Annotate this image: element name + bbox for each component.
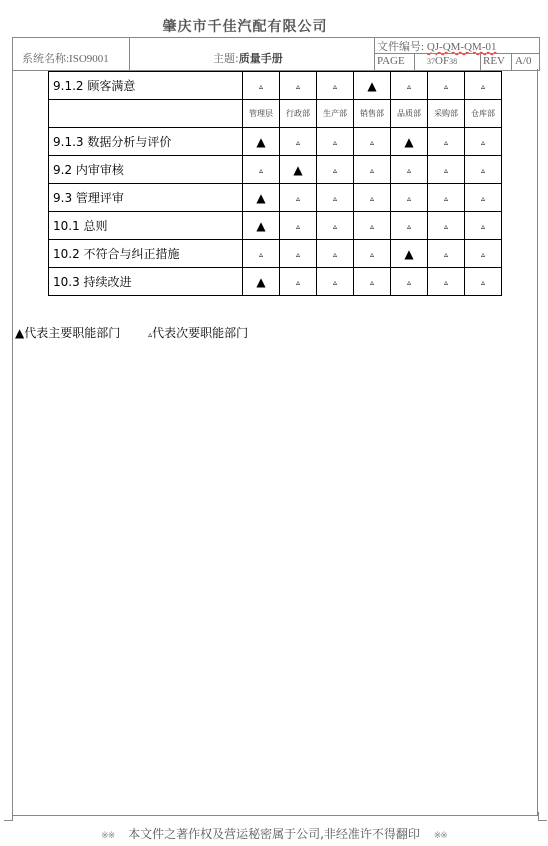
secondary-responsibility-cell	[354, 268, 391, 296]
secondary-responsibility-cell	[428, 156, 465, 184]
primary-responsibility-cell	[354, 72, 391, 100]
secondary-responsibility-cell	[317, 268, 354, 296]
secondary-triangle-icon: ▵	[332, 82, 337, 91]
secondary-triangle-icon: ▵	[480, 138, 485, 147]
page-number	[427, 55, 457, 67]
clause-cell: 9.1.2 顾客满意	[49, 72, 243, 100]
primary-triangle-icon: ▲	[293, 162, 303, 177]
secondary-responsibility-cell	[428, 72, 465, 100]
document-header	[12, 37, 540, 71]
secondary-responsibility-cell	[280, 268, 317, 296]
secondary-responsibility-cell	[465, 156, 502, 184]
secondary-responsibility-cell	[465, 184, 502, 212]
secondary-responsibility-cell	[317, 128, 354, 156]
secondary-triangle-icon: ▵	[480, 222, 485, 231]
secondary-responsibility-cell	[317, 72, 354, 100]
page-frame-left	[12, 69, 13, 816]
secondary-triangle-icon: ▵	[443, 250, 448, 259]
department-header	[354, 100, 391, 128]
secondary-triangle-icon: ▵	[480, 82, 485, 91]
primary-responsibility-cell	[391, 128, 428, 156]
company-name: 肇庆市千佳汽配有限公司	[162, 19, 328, 35]
secondary-triangle-icon: ▵	[480, 166, 485, 175]
department-label: 销售部	[360, 109, 384, 118]
rev-label: REV	[483, 55, 505, 67]
table-row	[49, 72, 502, 100]
responsibility-matrix	[48, 71, 502, 296]
department-header-row	[49, 100, 502, 128]
legend-sub-symbol: ▵	[148, 330, 153, 339]
secondary-responsibility-cell	[280, 212, 317, 240]
secondary-triangle-icon: ▵	[369, 194, 374, 203]
clause-cell: 9.2 内审审核	[49, 156, 243, 184]
department-label: 品质部	[397, 109, 421, 118]
department-header	[317, 100, 354, 128]
secondary-triangle-icon: ▵	[480, 250, 485, 259]
department-header	[280, 100, 317, 128]
file-number	[377, 38, 496, 54]
secondary-triangle-icon: ▵	[406, 82, 411, 91]
secondary-responsibility-cell	[354, 128, 391, 156]
page-current: 37	[427, 57, 435, 66]
subject-value: 质量手册	[238, 52, 283, 65]
secondary-responsibility-cell	[465, 128, 502, 156]
page-of: OF	[435, 55, 450, 67]
secondary-responsibility-cell	[391, 212, 428, 240]
secondary-responsibility-cell	[243, 156, 280, 184]
secondary-responsibility-cell	[428, 240, 465, 268]
secondary-responsibility-cell	[354, 156, 391, 184]
department-label: 生产部	[323, 109, 347, 118]
legend-main-text: 代表主要职能部门	[24, 326, 121, 340]
department-header	[243, 100, 280, 128]
primary-responsibility-cell	[391, 240, 428, 268]
table-row	[49, 268, 502, 296]
header-divider	[374, 53, 539, 54]
footer-text: 本文件之著作权及营运秘密属于公司,非经准许不得翻印	[128, 827, 420, 841]
legend	[15, 324, 248, 341]
secondary-triangle-icon: ▵	[332, 166, 337, 175]
clause-cell	[49, 100, 243, 128]
table-row	[49, 240, 502, 268]
system-name: 系统名称:ISO9001	[22, 53, 109, 65]
legend-sub	[148, 324, 248, 341]
table-row	[49, 212, 502, 240]
secondary-responsibility-cell	[280, 128, 317, 156]
secondary-triangle-icon: ▵	[369, 166, 374, 175]
secondary-triangle-icon: ▵	[295, 278, 300, 287]
primary-responsibility-cell	[243, 212, 280, 240]
secondary-responsibility-cell	[280, 240, 317, 268]
secondary-responsibility-cell	[317, 240, 354, 268]
primary-triangle-icon: ▲	[367, 78, 377, 93]
secondary-responsibility-cell	[354, 212, 391, 240]
secondary-triangle-icon: ▵	[332, 222, 337, 231]
secondary-triangle-icon: ▵	[332, 278, 337, 287]
department-header	[428, 100, 465, 128]
primary-responsibility-cell	[243, 184, 280, 212]
clause-cell: 10.3 持续改进	[49, 268, 243, 296]
secondary-triangle-icon: ▵	[295, 222, 300, 231]
secondary-responsibility-cell	[391, 156, 428, 184]
secondary-triangle-icon: ▵	[369, 222, 374, 231]
header-divider	[414, 53, 415, 70]
file-number-label: 文件编号:	[377, 41, 425, 53]
secondary-responsibility-cell	[465, 240, 502, 268]
secondary-triangle-icon: ▵	[295, 250, 300, 259]
legend-main-symbol: ▲	[15, 326, 25, 340]
clause-cell: 9.1.3 数据分析与评价	[49, 128, 243, 156]
department-header	[391, 100, 428, 128]
clause-cell: 10.2 不符合与纠正措施	[49, 240, 243, 268]
secondary-triangle-icon: ▵	[295, 82, 300, 91]
secondary-triangle-icon: ▵	[295, 194, 300, 203]
department-label: 采购部	[434, 109, 458, 118]
department-label: 行政部	[286, 109, 310, 118]
secondary-triangle-icon: ▵	[443, 82, 448, 91]
secondary-responsibility-cell	[465, 72, 502, 100]
department-label: 管理层	[249, 109, 273, 118]
table-row	[49, 128, 502, 156]
primary-responsibility-cell	[243, 128, 280, 156]
secondary-responsibility-cell	[243, 240, 280, 268]
primary-triangle-icon: ▲	[256, 218, 266, 233]
secondary-responsibility-cell	[280, 72, 317, 100]
corner-mark	[538, 812, 547, 821]
page-frame-right	[537, 69, 538, 816]
header-divider	[129, 38, 130, 70]
secondary-responsibility-cell	[391, 184, 428, 212]
secondary-responsibility-cell	[317, 212, 354, 240]
secondary-triangle-icon: ▵	[258, 82, 263, 91]
secondary-responsibility-cell	[391, 268, 428, 296]
secondary-responsibility-cell	[354, 184, 391, 212]
secondary-responsibility-cell	[280, 184, 317, 212]
department-header	[465, 100, 502, 128]
rev-value: A/0	[515, 55, 532, 67]
secondary-triangle-icon: ▵	[295, 138, 300, 147]
secondary-triangle-icon: ▵	[406, 278, 411, 287]
file-number-value: QJ-QM-QM-01	[426, 41, 497, 53]
secondary-responsibility-cell	[317, 156, 354, 184]
clause-cell: 10.1 总则	[49, 212, 243, 240]
secondary-triangle-icon: ▵	[443, 194, 448, 203]
secondary-triangle-icon: ▵	[332, 194, 337, 203]
department-label: 仓库部	[471, 109, 495, 118]
secondary-triangle-icon: ▵	[443, 222, 448, 231]
subject	[213, 50, 283, 66]
secondary-triangle-icon: ▵	[443, 138, 448, 147]
header-divider	[511, 53, 512, 70]
secondary-responsibility-cell	[465, 268, 502, 296]
legend-main	[15, 324, 120, 341]
header-divider	[374, 38, 375, 70]
secondary-responsibility-cell	[391, 72, 428, 100]
secondary-responsibility-cell	[428, 184, 465, 212]
secondary-triangle-icon: ▵	[480, 194, 485, 203]
footer-ornament-left: ※※	[101, 831, 115, 841]
secondary-triangle-icon: ▵	[332, 138, 337, 147]
secondary-triangle-icon: ▵	[480, 278, 485, 287]
secondary-triangle-icon: ▵	[258, 166, 263, 175]
secondary-responsibility-cell	[317, 184, 354, 212]
page-label: PAGE	[377, 55, 405, 67]
secondary-responsibility-cell	[243, 72, 280, 100]
legend-sub-text: 代表次要职能部门	[152, 326, 249, 340]
secondary-responsibility-cell	[428, 128, 465, 156]
secondary-responsibility-cell	[428, 268, 465, 296]
secondary-triangle-icon: ▵	[406, 194, 411, 203]
secondary-triangle-icon: ▵	[406, 166, 411, 175]
secondary-responsibility-cell	[354, 240, 391, 268]
primary-responsibility-cell	[280, 156, 317, 184]
primary-responsibility-cell	[243, 268, 280, 296]
primary-triangle-icon: ▲	[404, 246, 414, 261]
secondary-responsibility-cell	[465, 212, 502, 240]
secondary-responsibility-cell	[428, 212, 465, 240]
table-row	[49, 156, 502, 184]
page-total: 38	[449, 57, 458, 66]
primary-triangle-icon: ▲	[256, 274, 266, 289]
clause-cell: 9.3 管理评审	[49, 184, 243, 212]
primary-triangle-icon: ▲	[256, 134, 266, 149]
secondary-triangle-icon: ▵	[406, 222, 411, 231]
secondary-triangle-icon: ▵	[258, 250, 263, 259]
secondary-triangle-icon: ▵	[369, 250, 374, 259]
table-row	[49, 184, 502, 212]
footer	[0, 825, 548, 842]
page-frame-bottom	[12, 815, 538, 816]
secondary-triangle-icon: ▵	[332, 250, 337, 259]
subject-label: 主题:	[213, 52, 239, 65]
secondary-triangle-icon: ▵	[369, 278, 374, 287]
header-divider	[480, 53, 481, 70]
primary-triangle-icon: ▲	[256, 190, 266, 205]
secondary-triangle-icon: ▵	[443, 166, 448, 175]
secondary-triangle-icon: ▵	[443, 278, 448, 287]
secondary-triangle-icon: ▵	[369, 138, 374, 147]
footer-ornament-right: ※※	[433, 831, 447, 841]
primary-triangle-icon: ▲	[404, 134, 414, 149]
corner-mark	[4, 812, 13, 821]
